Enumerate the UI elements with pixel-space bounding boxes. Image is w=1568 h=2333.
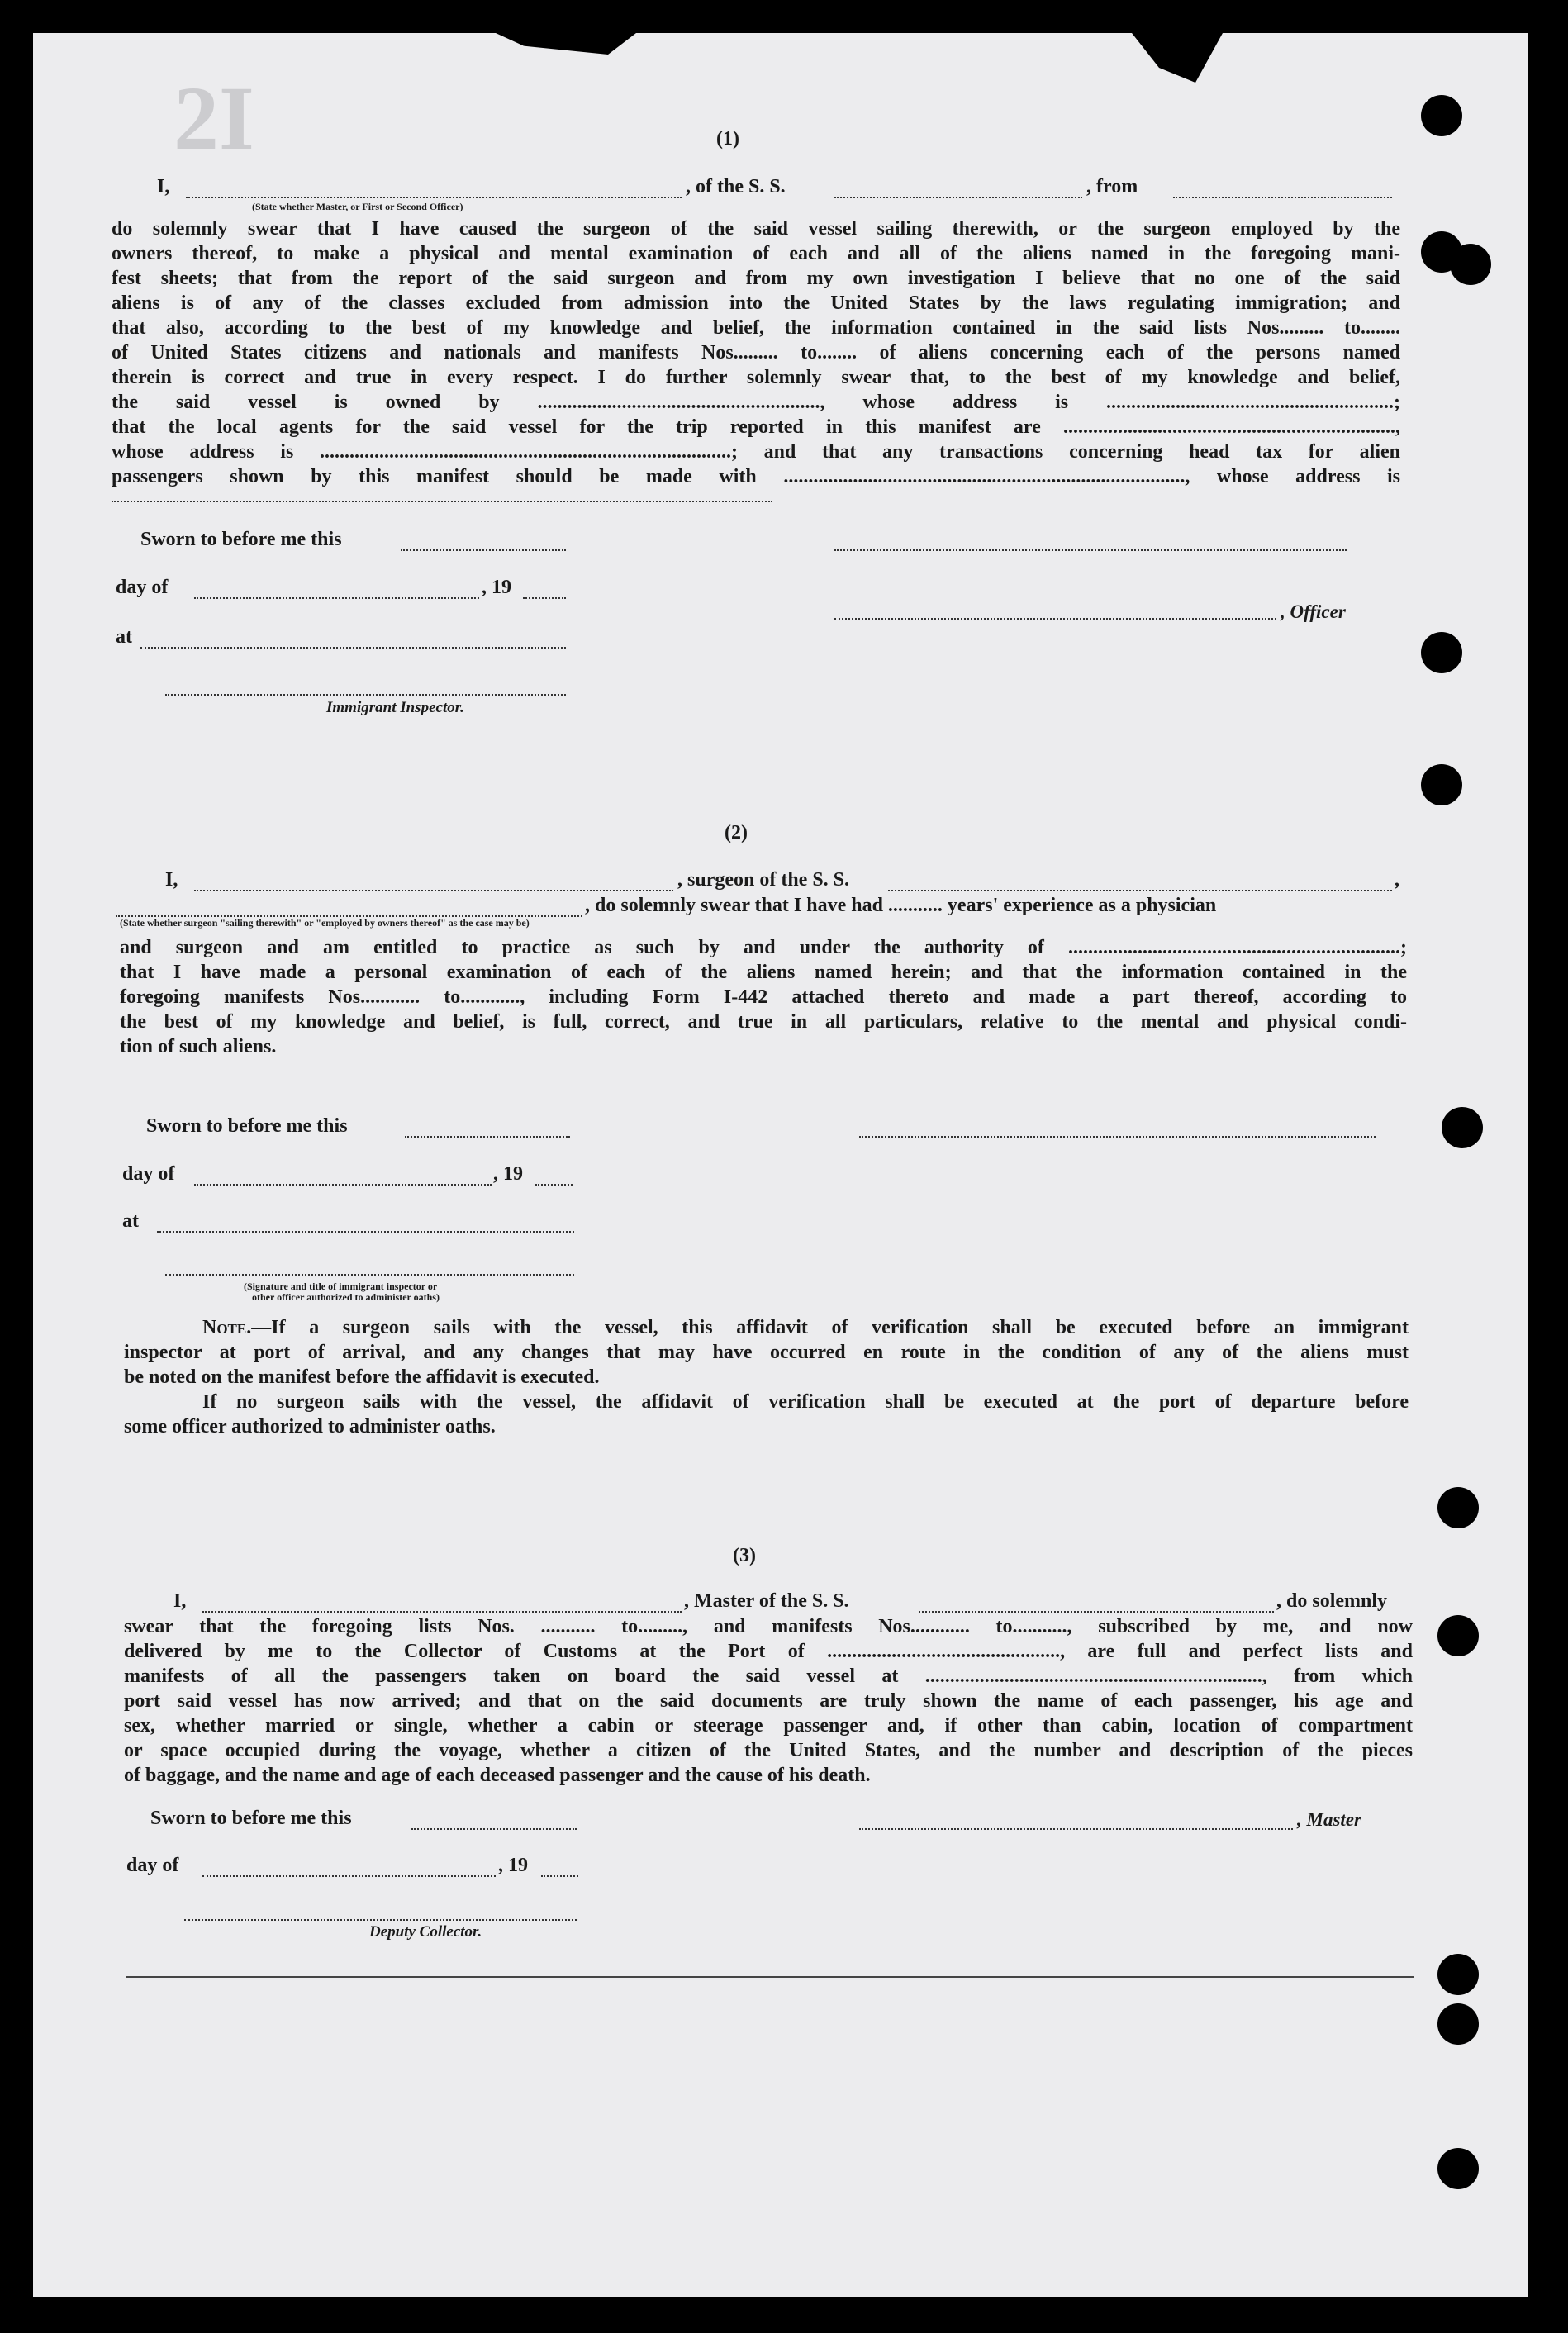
master-name-field[interactable] bbox=[202, 1611, 682, 1613]
address-continuation-field[interactable] bbox=[112, 501, 772, 502]
punch-hole bbox=[1437, 1487, 1479, 1528]
sworn-date-field[interactable] bbox=[405, 1136, 570, 1138]
body-line: swear that the foregoing lists Nos. ........... to........., and manifests Nos............ to..........., subscribed by me, and now bbox=[124, 1616, 1413, 1637]
month-field[interactable] bbox=[194, 597, 479, 599]
signature-note: other officer authorized to administer oaths) bbox=[252, 1291, 440, 1303]
body-line: manifests of all the passengers taken on board the said vessel at ...................................................................., from which bbox=[124, 1665, 1413, 1687]
section-2-line2: , do solemnly swear that I have had ........... years' experience as a physician bbox=[585, 895, 1217, 916]
section-1-ss-label: , of the S. S. bbox=[686, 176, 786, 197]
departure-port-field[interactable] bbox=[1173, 197, 1392, 198]
year-field[interactable] bbox=[541, 1875, 578, 1877]
inspector-label: Immigrant Inspector. bbox=[326, 699, 464, 716]
body-line: that I have made a personal examination of each of the aliens named herein; and that the information contained in the bbox=[120, 962, 1407, 983]
signature-note: (Signature and title of immigrant inspector or bbox=[244, 1281, 438, 1292]
body-line: whose address is ...................................................................................; and that any transactions concerning head tax for alien bbox=[112, 441, 1400, 463]
place-field[interactable] bbox=[157, 1231, 574, 1233]
body-line: fest sheets; that from the report of the said surgeon and from my own investigation I believe that no one of the said bbox=[112, 268, 1400, 289]
vessel-name-field[interactable] bbox=[834, 197, 1082, 198]
comma: , bbox=[1395, 869, 1399, 891]
day-of-label: day of bbox=[126, 1855, 179, 1876]
body-line: aliens is of any of the classes excluded from admission into the United States by the laws regulating immigration; and bbox=[112, 292, 1400, 314]
body-line: do solemnly swear that I have caused the surgeon of the said vessel sailing therewith, or the surgeon employed by the bbox=[112, 218, 1400, 240]
inspector-signature-field[interactable] bbox=[165, 694, 566, 696]
punch-hole bbox=[1421, 764, 1462, 805]
body-line: that also, according to the best of my knowledge and belief, the information contained in the said lists Nos......... to........ bbox=[112, 317, 1400, 339]
bleed-through-mark: 2I bbox=[173, 68, 254, 169]
section-2-i: I, bbox=[165, 869, 178, 891]
body-line: of United States citizens and nationals and manifests Nos......... to........ of aliens concerning each of the persons named bbox=[112, 342, 1400, 363]
punch-hole bbox=[1450, 244, 1491, 285]
master-signature-field[interactable] bbox=[859, 1828, 1293, 1830]
month-field[interactable] bbox=[194, 1184, 492, 1186]
body-line: of baggage, and the name and age of each deceased passenger and the cause of his death. bbox=[124, 1765, 871, 1786]
note-line: inspector at port of arrival, and any changes that may have occurred en route in the condition of any of the aliens must bbox=[124, 1342, 1409, 1363]
body-line: foregoing manifests Nos............ to............, including Form I-442 attached thereto and made a part thereof, according to bbox=[120, 986, 1407, 1008]
year-field[interactable] bbox=[523, 597, 566, 599]
body-line: owners thereof, to make a physical and mental examination of each and all of the aliens named in the foregoing mani- bbox=[112, 243, 1400, 264]
section-1-number: (1) bbox=[716, 128, 739, 150]
section-3-number: (3) bbox=[733, 1545, 756, 1566]
at-label: at bbox=[122, 1210, 139, 1232]
punch-hole bbox=[1437, 1615, 1479, 1656]
bottom-rule bbox=[126, 1976, 1414, 1978]
body-line: delivered by me to the Collector of Customs at the Port of ..............................................., are full and perfect lists and bbox=[124, 1641, 1413, 1662]
punch-hole bbox=[1437, 2148, 1479, 2189]
year-label: , 19 bbox=[498, 1855, 528, 1876]
punch-hole bbox=[1437, 2003, 1479, 2045]
sworn-date-field[interactable] bbox=[401, 549, 566, 551]
surgeon-vessel-field[interactable] bbox=[888, 890, 1392, 891]
year-field[interactable] bbox=[535, 1184, 573, 1186]
at-label: at bbox=[116, 626, 132, 648]
section-1-from-label: , from bbox=[1086, 176, 1138, 197]
note-line: be noted on the manifest before the affidavit is executed. bbox=[124, 1366, 600, 1388]
master-label: , Master bbox=[1297, 1809, 1361, 1830]
year-label: , 19 bbox=[493, 1163, 523, 1185]
body-line: tion of such aliens. bbox=[120, 1036, 277, 1057]
verification-note bbox=[124, 1315, 1409, 1390]
day-of-label: day of bbox=[122, 1163, 175, 1185]
body-line: port said vessel has now arrived; and that on the said documents are truly shown the name of each passenger, his age and bbox=[124, 1690, 1413, 1712]
body-line: sex, whether married or single, whether a cabin or steerage passenger and, if other than cabin, location of compartment bbox=[124, 1715, 1413, 1737]
officer-label: , Officer bbox=[1281, 601, 1346, 622]
section-2-number: (2) bbox=[725, 822, 748, 843]
master-of-ss-label: , Master of the S. S. bbox=[684, 1590, 849, 1612]
sworn-label: Sworn to before me this bbox=[140, 529, 342, 550]
section-1-i: I, bbox=[157, 176, 170, 197]
body-line: or space occupied during the voyage, whether a citizen of the United States, and the number and description of the pieces bbox=[124, 1740, 1413, 1761]
surgeon-name-field[interactable] bbox=[194, 890, 673, 891]
note-line: —If a surgeon sails with the vessel, this affidavit of verification shall be executed before an immigrant bbox=[251, 1317, 1409, 1338]
note-line: If no surgeon sails with the vessel, the affidavit of verification shall be executed at the port of departure before bbox=[202, 1391, 1409, 1413]
body-line: the said vessel is owned by ........................................................., whose address is ..........................................................; bbox=[112, 392, 1400, 413]
officer-note: (State whether Master, or First or Second Officer) bbox=[252, 201, 463, 212]
punch-hole bbox=[1421, 632, 1462, 673]
place-field[interactable] bbox=[140, 647, 566, 649]
sworn-date-field[interactable] bbox=[411, 1828, 577, 1830]
body-line: the best of my knowledge and belief, is full, correct, and true in all particulars, relative to the mental and physical condi- bbox=[120, 1011, 1407, 1033]
manifest-affidavit-page bbox=[33, 33, 1528, 2297]
note-line: some officer authorized to administer oaths. bbox=[124, 1416, 496, 1437]
body-line: therein is correct and true in every respect. I do further solemnly swear that, to the best of my knowledge and belief, bbox=[112, 367, 1400, 388]
section-3-body bbox=[124, 1614, 1413, 1788]
officer-signature-field[interactable] bbox=[834, 549, 1347, 551]
punch-hole bbox=[1442, 1107, 1483, 1148]
section-1-body bbox=[112, 216, 1400, 489]
official-signature-field[interactable] bbox=[165, 1274, 574, 1276]
note-label: Note. bbox=[202, 1317, 252, 1338]
master-vessel-field[interactable] bbox=[919, 1611, 1274, 1613]
surgeon-signature-field[interactable] bbox=[859, 1136, 1376, 1138]
do-solemnly-label: , do solemnly bbox=[1276, 1590, 1388, 1612]
sworn-label: Sworn to before me this bbox=[150, 1808, 352, 1829]
day-of-label: day of bbox=[116, 577, 169, 598]
year-label: , 19 bbox=[482, 577, 511, 598]
surgeon-of-ss-label: , surgeon of the S. S. bbox=[677, 869, 850, 891]
body-line: and surgeon and am entitled to practice as such by and under the authority of ...................................................................; bbox=[120, 937, 1407, 958]
section-3-i: I, bbox=[173, 1590, 187, 1612]
surgeon-note: (State whether surgeon "sailing therewith" or "employed by owners thereof" as the case may be) bbox=[120, 917, 530, 929]
body-line: that the local agents for the said vessel for the trip reported in this manifest are ..................................................................., bbox=[112, 416, 1400, 438]
body-line: passengers shown by this manifest should be made with ................................................................................., whose address is bbox=[112, 466, 1400, 487]
section-2-body bbox=[120, 935, 1407, 1059]
no-surgeon-note bbox=[124, 1390, 1409, 1439]
torn-edge bbox=[1132, 33, 1223, 83]
punch-hole bbox=[1437, 1954, 1479, 1995]
torn-edge bbox=[496, 33, 636, 55]
punch-hole bbox=[1421, 95, 1462, 136]
sworn-label: Sworn to before me this bbox=[146, 1115, 348, 1137]
month-field[interactable] bbox=[202, 1875, 496, 1877]
deputy-label: Deputy Collector. bbox=[369, 1923, 482, 1941]
officer-name-field[interactable] bbox=[186, 197, 682, 198]
deputy-signature-field[interactable] bbox=[184, 1919, 577, 1921]
officer-title-line[interactable] bbox=[834, 618, 1276, 620]
